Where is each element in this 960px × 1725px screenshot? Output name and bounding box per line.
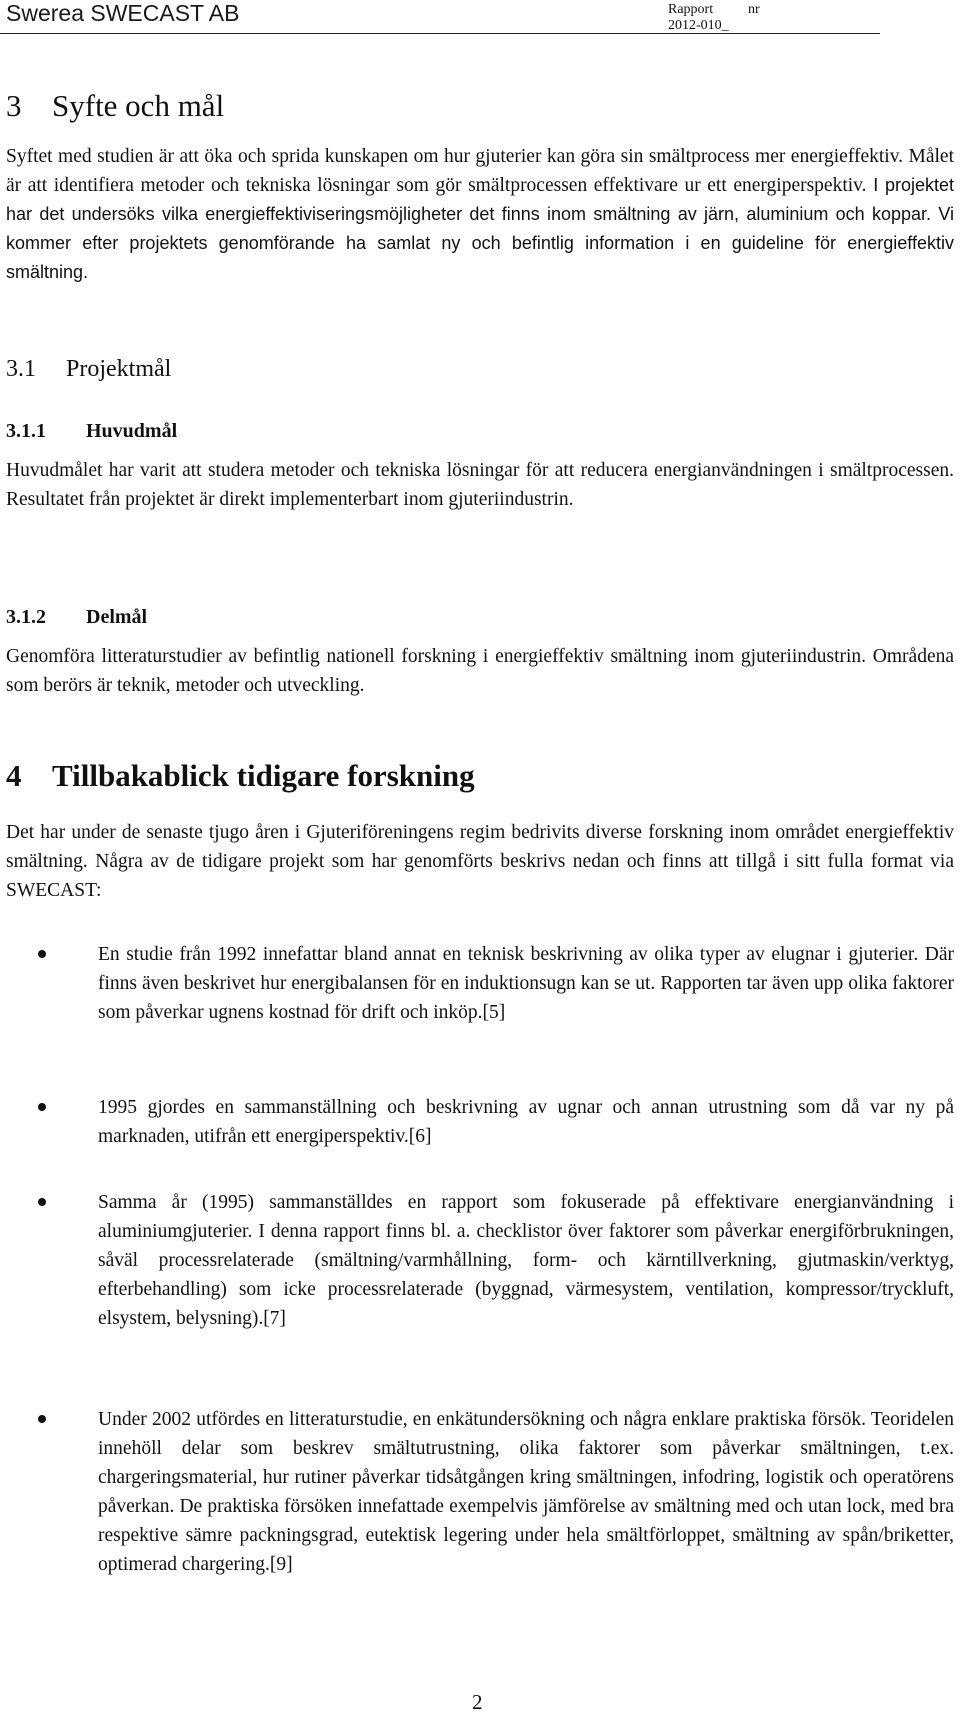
- section-3-heading: [6, 88, 224, 124]
- subsection-3-1-1-number: 3.1.1: [6, 420, 46, 442]
- section-3-intro: [6, 142, 954, 287]
- header-report-number: 2012-010_: [668, 18, 729, 33]
- section-4-title: Tillbakablick tidigare forskning: [52, 758, 475, 793]
- bullet-icon: [38, 950, 46, 958]
- subsection-3-1-2-title: Delmål: [86, 606, 148, 628]
- bullet-icon: [38, 1103, 46, 1111]
- section-3-number: 3: [6, 88, 22, 123]
- header-report-nr-label: nr: [748, 2, 760, 17]
- subsection-3-1-1-heading: [6, 420, 177, 443]
- list-item-text: Samma år (1995) sammanställdes en rapport som fokuserade på effektivare energianvändning i aluminiumgjuterier. I denna rapport finns bl. a. checklistor över faktorer som påverkar energiförbrukningen, såväl processrelaterade (smältning/varmhållning, form- och kärntillverkning, gjutmaskin/verktyg, efterbehandling) som icke processrelaterade (byggnad, värmesystem, ventilation, kompressor/tryckluft, elsystem, belysning).[7]: [98, 1192, 954, 1329]
- list-item-text: Under 2002 utfördes en litteraturstudie, en enkätundersökning och några enklare praktiska försök. Teoridelen innehöll delar som beskrev smältutrustning, olika faktorer som påverkar smältningen, t.ex. chargeringsmaterial, hur rutiner påverkar tidsåtgången kring smältningen, infodring, logistik och operatörens påverkan. De praktiska försöken innefattade exempelvis jämförelse av smältning med och utan lock, med bra respektive sämre packningsgrad, eutektisk legering under hela smältförloppet, smältning av spån/briketter, optimerad chargering.[9]: [98, 1409, 954, 1575]
- section-3-intro-sans-b: Vi kommer efter projektets genomförande ha samlat ny och befintlig information i en guideline för energieffektiv smältning.: [6, 204, 954, 282]
- section-4-intro: Det har under de senaste tjugo åren i Gjuteriföreningens regim bedrivits diverse forskning inom området energieffektiv smältning. Några av de tidigare projekt som har genomförts beskrivs nedan och finns att tillgå i sitt fulla format via SWECAST:: [6, 822, 954, 901]
- section-4-heading: [6, 758, 475, 794]
- header-company: Swerea SWECAST AB: [6, 0, 240, 26]
- huvudmal-paragraph: Huvudmålet har varit att studera metoder och tekniska lösningar för att reducera energianvändningen i smältprocessen. Resultatet från projektet är direkt implementerbart inom gjuteriindustrin.: [6, 460, 954, 510]
- page-number: 2: [472, 1690, 483, 1714]
- bullet-icon: [38, 1198, 46, 1206]
- subsection-3-1-1-title: Huvudmål: [86, 420, 178, 442]
- delmal-paragraph: Genomföra litteraturstudier av befintlig nationell forskning i energieffektiv smältning inom gjuteriindustrin. Områdena som berörs är teknik, metoder och utveckling.: [6, 646, 954, 696]
- subsection-3-1-2-number: 3.1.2: [6, 606, 46, 628]
- section-3-title: Syfte och mål: [52, 88, 225, 123]
- list-item-text: En studie från 1992 innefattar bland annat en teknisk beskrivning av olika typer av elugnar i gjuterier. Där finns även beskrivet hur energibalansen för en induktionsugn kan se ut. Rapporten tar även upp olika faktorer som påverkar ugnens kostnad för drift och inköp.[5]: [98, 944, 954, 1023]
- subsection-3-1-title: Projektmål: [66, 356, 172, 382]
- section-3-intro-serif: Syftet med studien är att öka och sprida kunskapen om hur gjuterier kan göra sin smältprocess mer energieffektiv. Målet är att identifiera metoder och tekniska lösningar som gör smältprocessen effektivare ur ett energiperspektiv.: [6, 146, 954, 196]
- subsection-3-1-2-heading: [6, 606, 147, 629]
- header-report-label: Rapport: [668, 2, 714, 17]
- list-item-text: 1995 gjordes en sammanställning och beskrivning av ugnar och annan utrustning som då var ny på marknaden, utifrån ett energiperspektiv.[6]: [98, 1097, 954, 1147]
- bullet-icon: [38, 1415, 46, 1423]
- page-header: [0, 0, 960, 40]
- subsection-3-1-heading: [6, 356, 171, 383]
- subsection-3-1-number: 3.1: [6, 356, 36, 382]
- section-4-number: 4: [6, 758, 22, 793]
- section-3-intro-sans-a: I projektet har det undersöks vilka energieffektiviseringsmöjligheter det finns inom smältning av järn, aluminium och koppar.: [6, 175, 954, 224]
- header-rule: [0, 33, 880, 34]
